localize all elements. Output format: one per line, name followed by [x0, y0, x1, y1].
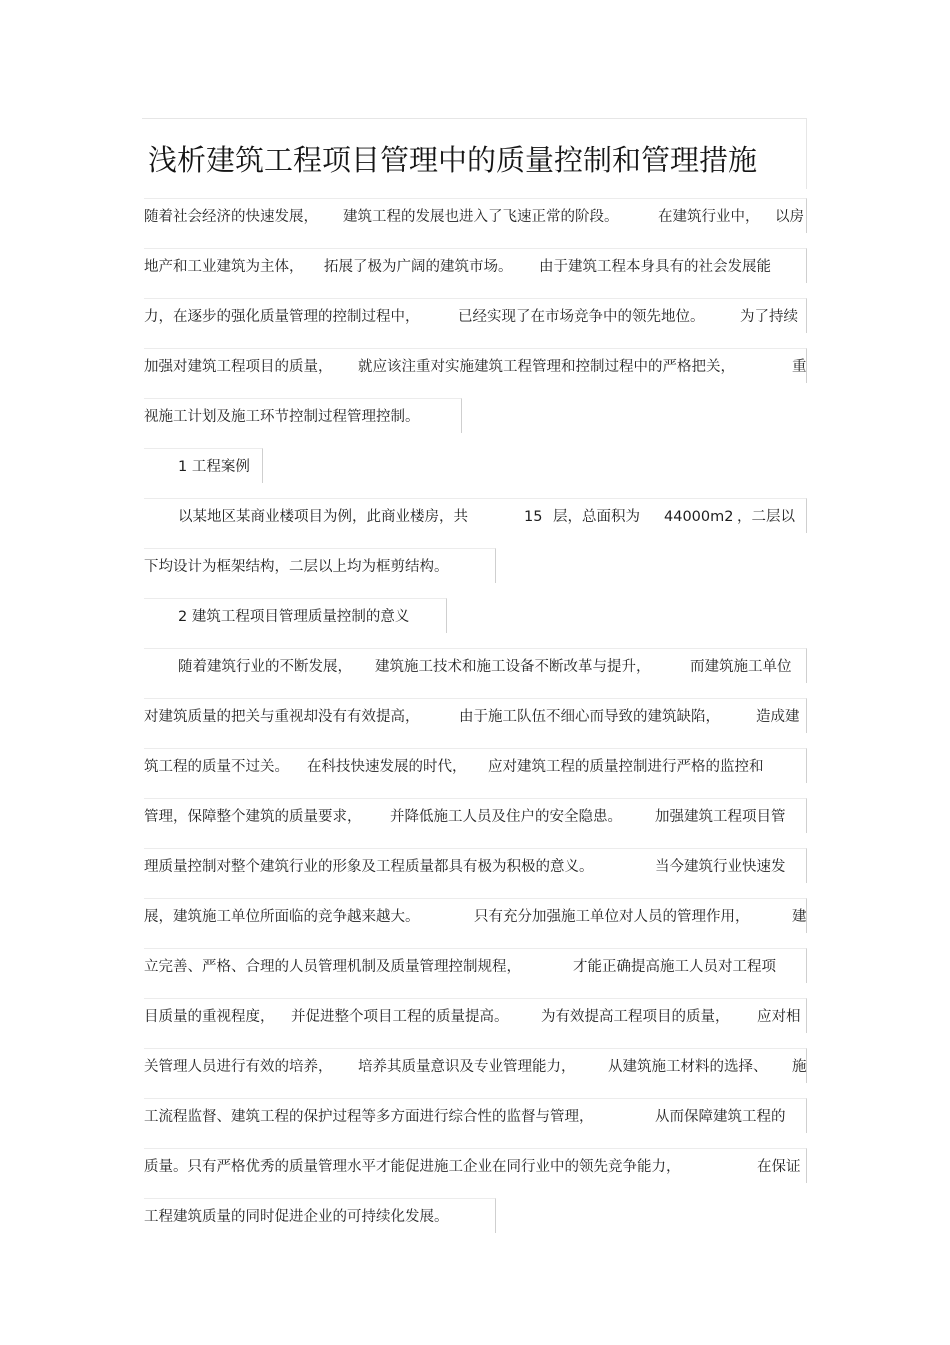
- text-segment: 加强建筑工程项目管: [655, 809, 786, 825]
- text-segment: 管理，保障整个建筑的质量要求，: [144, 809, 362, 825]
- text-line: [0, 706, 950, 728]
- text-segment: 重: [792, 359, 807, 375]
- text-line: [0, 1156, 950, 1178]
- text-line: [0, 1206, 950, 1228]
- text-segment: 建筑工程的发展也进入了飞速正常的阶段。: [343, 209, 619, 225]
- text-segment: 在建筑行业中，: [658, 209, 760, 225]
- text-line: [0, 1056, 950, 1078]
- text-segment: 为了持续: [740, 309, 798, 325]
- text-segment: 当今建筑行业快速发: [655, 859, 786, 875]
- text-line: [0, 406, 950, 428]
- text-segment: 就应该注重对实施建筑工程管理和控制过程中的严格把关，: [358, 359, 735, 375]
- text-segment: 力，在逐步的强化质量管理的控制过程中，: [144, 309, 420, 325]
- document-title: 浅析建筑工程项目管理中的质量控制和管理措施: [148, 143, 758, 177]
- text-line: [0, 656, 950, 678]
- text-line: [0, 1106, 950, 1128]
- text-segment: 质量。只有严格优秀的质量管理水平才能促进施工企业在同行业中的领先竞争能力，: [144, 1159, 681, 1175]
- text-line: [0, 856, 950, 878]
- text-line: [0, 356, 950, 378]
- text-segment: 已经实现了在市场竞争中的领先地位。: [458, 309, 705, 325]
- text-segment: 以房: [775, 209, 804, 225]
- text-line: [0, 206, 950, 228]
- text-line: [0, 506, 950, 528]
- text-segment: 随着社会经济的快速发展，: [144, 209, 318, 225]
- text-line: [0, 756, 950, 778]
- text-segment: ，二层以: [737, 509, 795, 525]
- text-segment: 在保证: [757, 1159, 801, 1175]
- text-line: [0, 256, 950, 278]
- text-segment: 工程建筑质量的同时促进企业的可持续化发展。: [144, 1209, 449, 1225]
- text-line: [0, 1006, 950, 1028]
- text-segment: 理质量控制对整个建筑行业的形象及工程质量都具有极为积极的意义。: [144, 859, 594, 875]
- text-segment: 由于施工队伍不细心而导致的建筑缺陷，: [459, 709, 720, 725]
- text-segment: 从而保障建筑工程的: [655, 1109, 786, 1125]
- text-segment: 拓展了极为广阔的建筑市场。: [324, 259, 513, 275]
- text-segment: 44000m2: [664, 509, 734, 525]
- text-line: [0, 306, 950, 328]
- text-segment: 应对相: [757, 1009, 801, 1025]
- text-segment: 只有充分加强施工单位对人员的管理作用，: [474, 909, 750, 925]
- text-line: [0, 956, 950, 978]
- text-segment: 应对建筑工程的质量控制进行严格的监控和: [488, 759, 764, 775]
- text-segment: 从建筑施工材料的选择、: [608, 1059, 768, 1075]
- text-line: [0, 806, 950, 828]
- text-segment: 筑工程的质量不过关。: [144, 759, 289, 775]
- text-segment: 1 工程案例: [178, 459, 250, 475]
- text-segment: 为有效提高工程项目的质量，: [541, 1009, 730, 1025]
- text-segment: 施: [792, 1059, 807, 1075]
- text-segment: 在科技快速发展的时代，: [307, 759, 467, 775]
- text-segment: 目质量的重视程度，: [144, 1009, 275, 1025]
- text-segment: 才能正确提高施工人员对工程项: [573, 959, 776, 975]
- text-segment: 由于建筑工程本身具有的社会发展能: [539, 259, 771, 275]
- text-line: [0, 556, 950, 578]
- text-segment: 建筑施工技术和施工设备不断改革与提升，: [375, 659, 651, 675]
- text-line: [0, 606, 950, 628]
- text-line: [0, 456, 950, 478]
- text-segment: 立完善、严格、合理的人员管理机制及质量管理控制规程，: [144, 959, 521, 975]
- text-segment: 下均设计为框架结构，二层以上均为框剪结构。: [144, 559, 449, 575]
- text-segment: 加强对建筑工程项目的质量，: [144, 359, 333, 375]
- text-segment: 随着建筑行业的不断发展，: [178, 659, 352, 675]
- text-segment: 层，总面积为: [553, 509, 640, 525]
- text-segment: 地产和工业建筑为主体，: [144, 259, 304, 275]
- text-segment: 并促进整个项目工程的质量提高。: [291, 1009, 509, 1025]
- text-line: [0, 906, 950, 928]
- text-segment: 以某地区某商业楼项目为例，此商业楼房，共: [178, 509, 468, 525]
- text-segment: 15: [524, 509, 543, 525]
- text-segment: 工流程监督、建筑工程的保护过程等多方面进行综合性的监督与管理，: [144, 1109, 594, 1125]
- text-segment: 视施工计划及施工环节控制过程管理控制。: [144, 409, 420, 425]
- text-segment: 展，建筑施工单位所面临的竞争越来越大。: [144, 909, 420, 925]
- text-segment: 培养其质量意识及专业管理能力，: [358, 1059, 576, 1075]
- text-segment: 对建筑质量的把关与重视却没有有效提高，: [144, 709, 420, 725]
- text-segment: 2 建筑工程项目管理质量控制的意义: [178, 609, 410, 625]
- text-segment: 关管理人员进行有效的培养，: [144, 1059, 333, 1075]
- text-segment: 建: [792, 909, 807, 925]
- text-segment: 而建筑施工单位: [690, 659, 792, 675]
- text-segment: 并降低施工人员及住户的安全隐患。: [390, 809, 622, 825]
- text-segment: 造成建: [756, 709, 800, 725]
